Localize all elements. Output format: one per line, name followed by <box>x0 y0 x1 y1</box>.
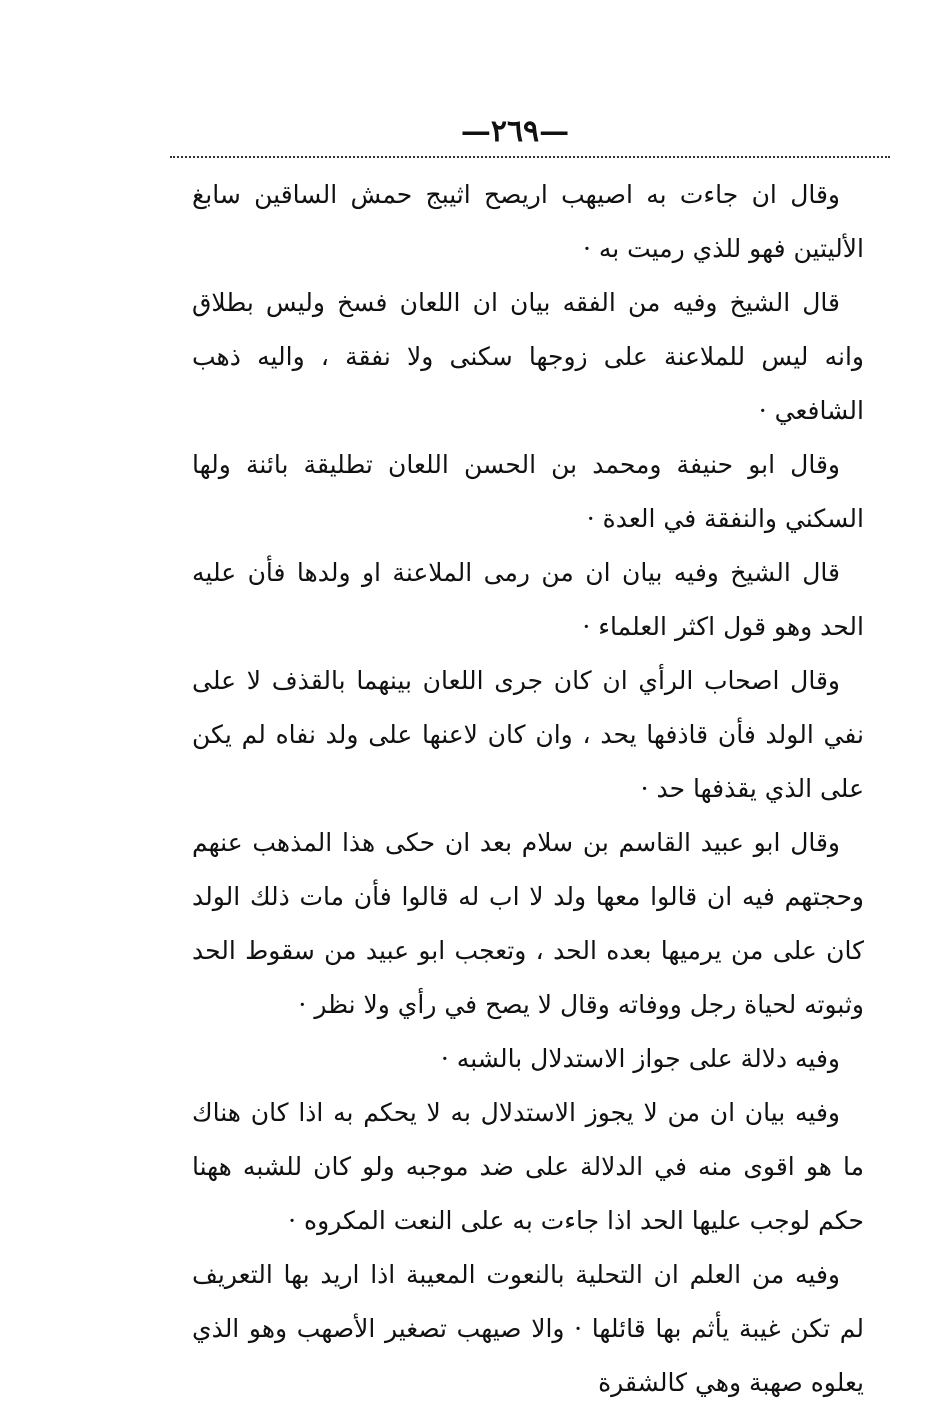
page-number: —٢٦٩— <box>460 114 570 149</box>
paragraph-3: وقال ابو حنيفة ومحمد بن الحسن اللعان تطليقة بائنة ولها السكني والنفقة في العدة · <box>192 450 864 533</box>
header-divider <box>170 156 890 158</box>
paragraph-7: وفيه دلالة على جواز الاستدلال بالشبه · <box>440 1044 840 1073</box>
paragraph-1: وقال ان جاءت به اصيهب اريصح اثيبج حمش الساقين سابغ الأليتين فهو للذي رميت به · <box>192 180 864 263</box>
paragraph-4: قال الشيخ وفيه بيان ان من رمى الملاعنة او ولدها فأن عليه الحد وهو قول اكثر العلماء · <box>192 558 864 641</box>
paragraph-6: وقال ابو عبيد القاسم بن سلام بعد ان حكى هذا المذهب عنهم وحجتهم فيه ان قالوا معها ولد لا اب له قالوا فأن مات ذلك الولد كان على من يرميها بعده الحد ، وتعجب ابو عبيد من سقوط الحد وثبوته لحياة رجل ووفاته وقال لا يصح في رأي ولا نظر · <box>192 828 864 1019</box>
paragraph-2: قال الشيخ وفيه من الفقه بيان ان اللعان فسخ وليس بطلاق وانه ليس للملاعنة على زوجها سكنى ولا نفقة ، واليه ذهب الشافعي · <box>192 288 864 425</box>
paragraph-9: وفيه من العلم ان التحلية بالنعوت المعيبة اذا اريد بها التعريف لم تكن غيبة يأثم بها قائلها · والا صيهب تصغير الأصهب وهو الذي يعلوه صهبة وهي كالشقرة <box>192 1260 864 1397</box>
body-text <box>192 168 864 1410</box>
paragraph-5: وقال اصحاب الرأي ان كان جرى اللعان بينهما بالقذف لا على نفي الولد فأن قاذفها يحد ، وان كان لاعنها على ولد نفاه لم يكن على الذي يقذفها حد · <box>192 666 864 803</box>
paragraph-8: وفيه بيان ان من لا يجوز الاستدلال به لا يحكم به اذا كان هناك ما هو اقوى منه في الدلالة على ضد موجبه ولو كان للشبه ههنا حكم لوجب عليها الحد اذا جاءت به على النعت المكروه · <box>192 1098 864 1235</box>
